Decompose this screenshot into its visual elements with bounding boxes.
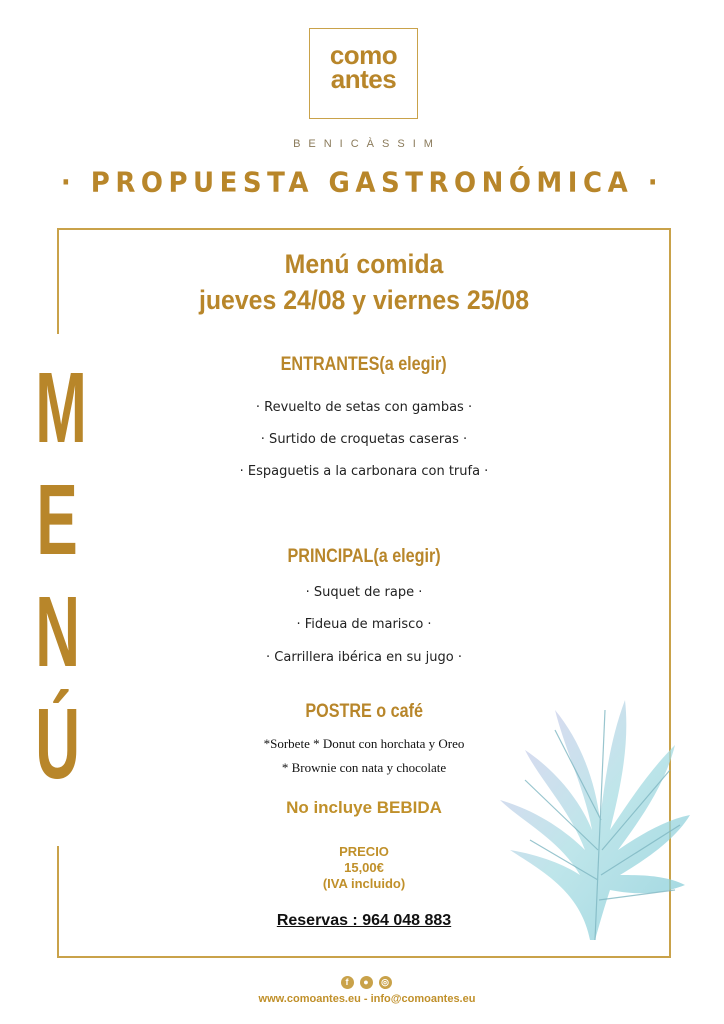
side-letter-n: N — [35, 576, 81, 688]
page-header: · PROPUESTA GASTRONÓMICA · — [60, 167, 664, 199]
logo-line-2: antes — [330, 64, 397, 94]
menu-title-line-1: Menú comida — [284, 249, 444, 279]
side-letter-e: E — [36, 464, 78, 576]
location-label: BENICÀSSIM — [293, 138, 441, 150]
footer-contact[interactable]: www.comoantes.eu - info@comoantes.eu — [258, 993, 476, 1005]
postre-item: * Brownie con nata y chocolate — [281, 760, 447, 775]
entrantes-heading: ENTRANTES(a elegir) — [280, 354, 448, 375]
menu-title — [60, 246, 668, 318]
side-menu-title — [22, 352, 92, 800]
side-letter-u: Ú — [35, 688, 81, 800]
logo-text — [310, 40, 417, 94]
postre-item: *Sorbete * Donut con horchata y Oreo — [263, 736, 465, 751]
entrantes-item: · Revuelto de setas con gambas · — [255, 400, 473, 415]
frame-bottom — [57, 956, 671, 958]
logo-line-1: como — [329, 40, 398, 70]
reservas-phone[interactable]: Reservas : 964 048 883 — [276, 912, 452, 929]
principal-item: · Carrillera ibérica en su jugo · — [266, 650, 462, 665]
logo — [309, 28, 418, 119]
precio-iva-note: (IVA incluido) — [322, 876, 406, 891]
frame-left-lower — [57, 846, 59, 958]
social-icons — [338, 976, 394, 992]
postre-heading: POSTRE o café — [305, 701, 423, 722]
no-bebida-note: No incluye BEBIDA — [286, 798, 442, 817]
side-letter-m: M — [35, 352, 87, 464]
tripadvisor-icon[interactable]: ● — [360, 976, 373, 989]
menu-title-dates: jueves 24/08 y viernes 25/08 — [198, 285, 530, 315]
frame-top — [57, 228, 671, 230]
entrantes-item: · Surtido de croquetas caseras · — [260, 432, 468, 447]
precio-label: PRECIO — [339, 844, 389, 859]
frame-left-upper — [57, 228, 59, 334]
entrantes-item: · Espaguetis a la carbonara con trufa · — [239, 464, 489, 479]
precio-amount: 15,00€ — [344, 860, 384, 875]
principal-item: · Suquet de rape · — [305, 585, 423, 600]
principal-item: · Fideua de marisco · — [296, 617, 432, 632]
principal-heading: PRINCIPAL(a elegir) — [287, 546, 441, 567]
instagram-icon[interactable]: ◎ — [379, 976, 392, 989]
facebook-icon[interactable]: f — [341, 976, 354, 989]
precio-block — [60, 844, 668, 892]
